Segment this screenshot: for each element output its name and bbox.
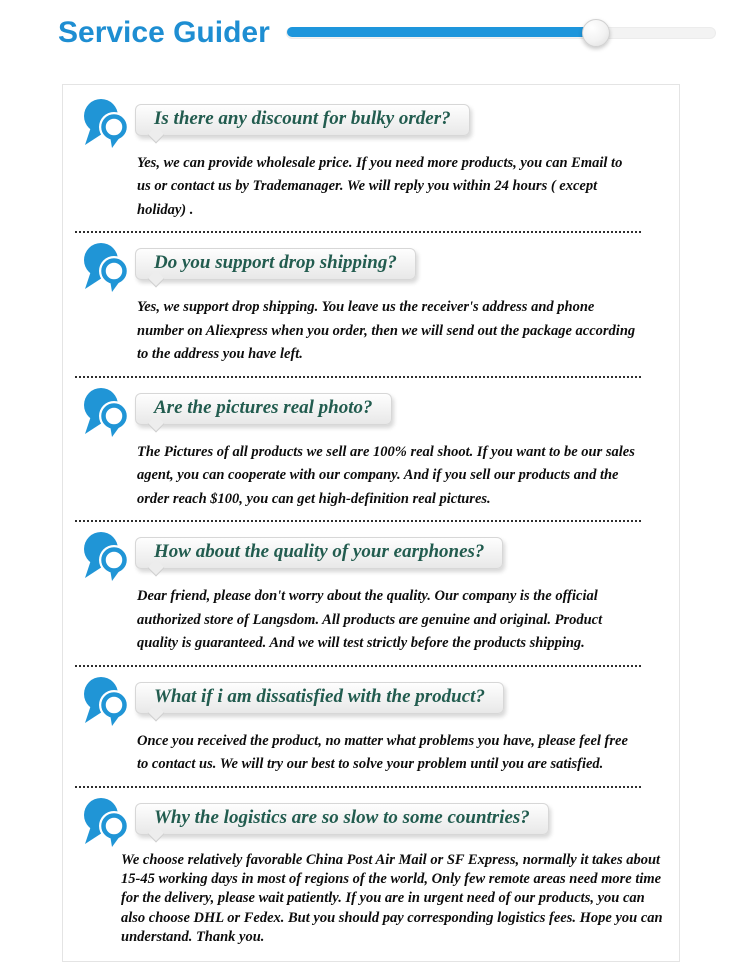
dotted-divider [75, 786, 641, 788]
chat-bubbles-icon [81, 97, 131, 149]
answer-text: Yes, we can provide wholesale price. If you need more products, you can Email to us or contact us by Trademanager. We will reply you within 24 hours ( except holiday) . [137, 155, 623, 218]
question-text: How about the quality of your earphones? [154, 541, 485, 563]
chat-bubbles-icon [81, 530, 131, 582]
answer-text: We choose relatively favorable China Post Air Mail or SF Express, normally it takes about 15-45 working days in most of regions of the world, Only few remote areas need more time for the delivery, please wait patiently. If you are in urgent need of our products, you can also choose DHL or Fedex. But you should pay corresponding logistics fees. Hope you can understand. Thank you. [121, 851, 663, 945]
question-bubble[interactable] [135, 537, 503, 569]
faq-item [63, 91, 679, 222]
chat-bubbles-icon [81, 241, 131, 293]
bubble-tail [148, 825, 165, 842]
question-text: Are the pictures real photo? [154, 396, 373, 418]
answer-text: Once you received the product, no matter what problems you have, please feel free to contact us. We will try our best to solve your problem until you are satisfied. [137, 732, 628, 773]
faq-item [63, 790, 679, 947]
question-row [63, 530, 679, 582]
question-text: Do you support drop shipping? [154, 252, 397, 274]
answer-text: The Pictures of all products we sell are 100% real shoot. If you want to be our sales agent, you can cooperate with our company. And if you sell our products and the order reach $100, you can get high-definition real pictures. [137, 443, 635, 507]
question-row [63, 386, 679, 438]
dotted-divider [75, 231, 641, 233]
question-text: Is there any discount for bulky order? [154, 108, 451, 129]
faq-item [63, 235, 679, 366]
header [0, 0, 749, 56]
bubble-tail [148, 127, 165, 144]
question-row [63, 97, 679, 149]
question-text: What if i am dissatisfied with the product? [154, 685, 485, 707]
faq-item [63, 524, 679, 655]
faq-item [63, 380, 679, 511]
slider-handle[interactable] [582, 19, 610, 47]
slider-fill [287, 27, 595, 37]
dotted-divider [75, 376, 641, 378]
question-bubble[interactable] [135, 248, 416, 280]
chat-bubbles-icon [81, 675, 131, 727]
chat-bubbles-icon [81, 796, 131, 848]
question-bubble[interactable] [135, 104, 470, 136]
question-bubble[interactable] [135, 803, 549, 835]
page-title: Service Guider [58, 16, 270, 49]
chat-bubbles-icon [81, 386, 131, 438]
question-row [63, 241, 679, 293]
question-text: Why the logistics are so slow to some countries? [154, 806, 530, 828]
bubble-tail [148, 271, 165, 288]
question-bubble[interactable] [135, 682, 504, 714]
answer-text: Dear friend, please don't worry about the quality. Our company is the official authorized store of Langsdom. All products are genuine and original. Product quality is guaranteed. And we will test strictly before the products shipping. [137, 588, 603, 652]
dotted-divider [75, 520, 641, 522]
question-bubble[interactable] [135, 393, 392, 425]
faq-box [62, 84, 680, 962]
question-row [63, 796, 679, 848]
question-row [63, 675, 679, 727]
answer-text: Yes, we support drop shipping. You leave us the receiver's address and phone number on Aliexpress when you order, then we will send out the package according to the address you have left. [137, 299, 636, 363]
faq-item [63, 669, 679, 777]
progress-slider [286, 27, 716, 39]
bubble-tail [148, 560, 165, 577]
dotted-divider [75, 665, 641, 667]
